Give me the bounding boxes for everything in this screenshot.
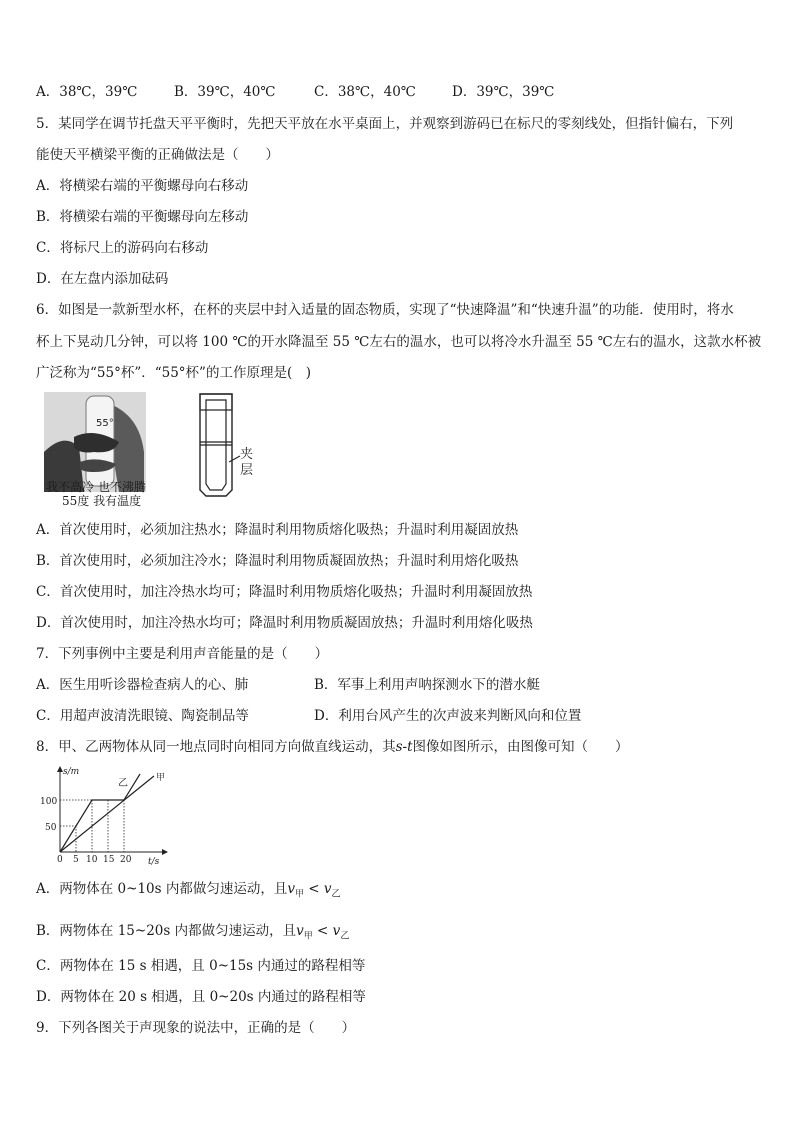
q4-option-d: D．39℃，39℃ (452, 84, 555, 100)
q4-option-c: C．38℃，40℃ (314, 84, 416, 100)
graph-ylabel: s/m (63, 767, 80, 777)
y-tick-100: 100 (40, 797, 58, 807)
sub-yi: 乙 (331, 889, 341, 900)
q5-option-a: A．将横梁右端的平衡螺母向右移动 (36, 178, 249, 194)
q8-stem-a: 8．甲、乙两物体从同一地点同时向相同方向做直线运动，其 (36, 739, 396, 755)
photo-caption-line1: 我不高冷 也不沸腾 (46, 480, 146, 494)
x-tick-0: 0 (57, 855, 63, 865)
q4-option-b: B．39℃，40℃ (174, 84, 276, 100)
sub-jia: 甲 (294, 889, 304, 900)
q6-option-b: B．首次使用时，必须加注冷水；降温时利用物质凝固放热；升温时利用熔化吸热 (36, 553, 519, 569)
cup-label-ceng: 层 (240, 463, 254, 478)
cup-photo-figure (44, 392, 146, 492)
graph-label-jia: 甲 (156, 773, 166, 783)
q4-option-a: A．38℃，39℃ (36, 84, 138, 100)
q8-option-b (36, 922, 349, 946)
graph-line-jia (60, 776, 154, 852)
q8-option-a (36, 880, 341, 904)
cup-cross-section-diagram (196, 392, 266, 498)
q5-stem-line2: 能使天平横梁平衡的正确做法是（ ） (36, 147, 279, 163)
cup-label-jia: 夹 (240, 447, 254, 462)
s-t-graph (36, 764, 176, 868)
y-tick-50: 50 (45, 823, 57, 833)
q6-option-c: C．首次使用时，加注冷热水均可；降温时利用物质熔化吸热；升温时利用凝固放热 (36, 584, 533, 600)
q8-stem (36, 738, 629, 756)
sub-jia: 甲 (303, 931, 313, 942)
q8-option-a-text: A．两物体在 0~10s 内都做匀速运动，且 (36, 881, 288, 897)
q6-stem-line3: 广泛称为“55°杯”．“55°杯”的工作原理是( ) (36, 365, 311, 381)
q5-option-c: C．将标尺上的游码向右移动 (36, 240, 209, 256)
less-than: < (312, 923, 333, 939)
q7-option-c: C．用超声波清洗眼镜、陶瓷制品等 (36, 708, 249, 724)
cup-photo-badge: 55° (96, 418, 114, 429)
q8-stem-st: s-t (395, 739, 413, 755)
q5-option-b: B．将横梁右端的平衡螺母向左移动 (36, 209, 249, 225)
q5-stem-line1: 5．某同学在调节托盘天平平衡时，先把天平放在水平桌面上，并观察到游码已在标尺的零刻线处，但指针偏右，下列 (36, 116, 734, 132)
photo-caption-line2: 55度 我有温度 (62, 494, 142, 508)
v-symbol: v (323, 881, 332, 897)
graph-xlabel: t/s (148, 857, 160, 867)
q6-option-d: D．首次使用时，加注冷热水均可；降温时利用物质凝固放热；升温时利用熔化吸热 (36, 615, 533, 631)
q8-stem-b: 图像如图所示，由图像可知（ ） (412, 739, 629, 755)
sub-yi: 乙 (340, 931, 350, 942)
less-than: < (304, 881, 324, 897)
q8-option-c: C．两物体在 15 s 相遇，且 0~15s 内通过的路程相等 (36, 958, 366, 974)
q6-stem-line1: 6．如图是一款新型水杯，在杯的夹层中封入适量的固态物质，实现了“快速降温”和“快速升温”的功能．使用时，将水 (36, 302, 734, 318)
q7-option-a: A．医生用听诊器检查病人的心、肺 (36, 677, 249, 693)
graph-line-yi (60, 774, 140, 852)
graph-label-yi: 乙 (118, 778, 128, 789)
q5-option-d: D．在左盘内添加砝码 (36, 271, 169, 287)
v-symbol: v (332, 923, 341, 939)
q8-option-b-text: B．两物体在 15~20s 内都做匀速运动，且 (36, 923, 297, 939)
q7-option-b: B．军事上利用声呐探测水下的潜水艇 (314, 677, 540, 693)
v-symbol: v (296, 923, 304, 939)
x-tick-15: 15 (103, 855, 115, 865)
q7-stem: 7．下列事例中主要是利用声音能量的是（ ） (36, 646, 329, 662)
x-tick-10: 10 (86, 855, 98, 865)
q7-option-d: D．利用台风产生的次声波来判断风向和位置 (314, 708, 582, 724)
q8-option-d: D．两物体在 20 s 相遇，且 0~20s 内通过的路程相等 (36, 989, 366, 1005)
v-symbol: v (287, 881, 295, 897)
q6-stem-line2: 杯上下晃动几分钟，可以将 100 ℃的开水降温至 55 ℃左右的温水，也可以将冷水升温至 55 ℃左右的温水，这款水杯被 (36, 334, 762, 350)
x-tick-20: 20 (120, 855, 132, 865)
q9-stem: 9．下列各图关于声现象的说法中，正确的是（ ） (36, 1020, 356, 1036)
x-tick-5: 5 (73, 855, 79, 865)
q6-option-a: A．首次使用时，必须加注热水；降温时利用物质熔化吸热；升温时利用凝固放热 (36, 522, 519, 538)
